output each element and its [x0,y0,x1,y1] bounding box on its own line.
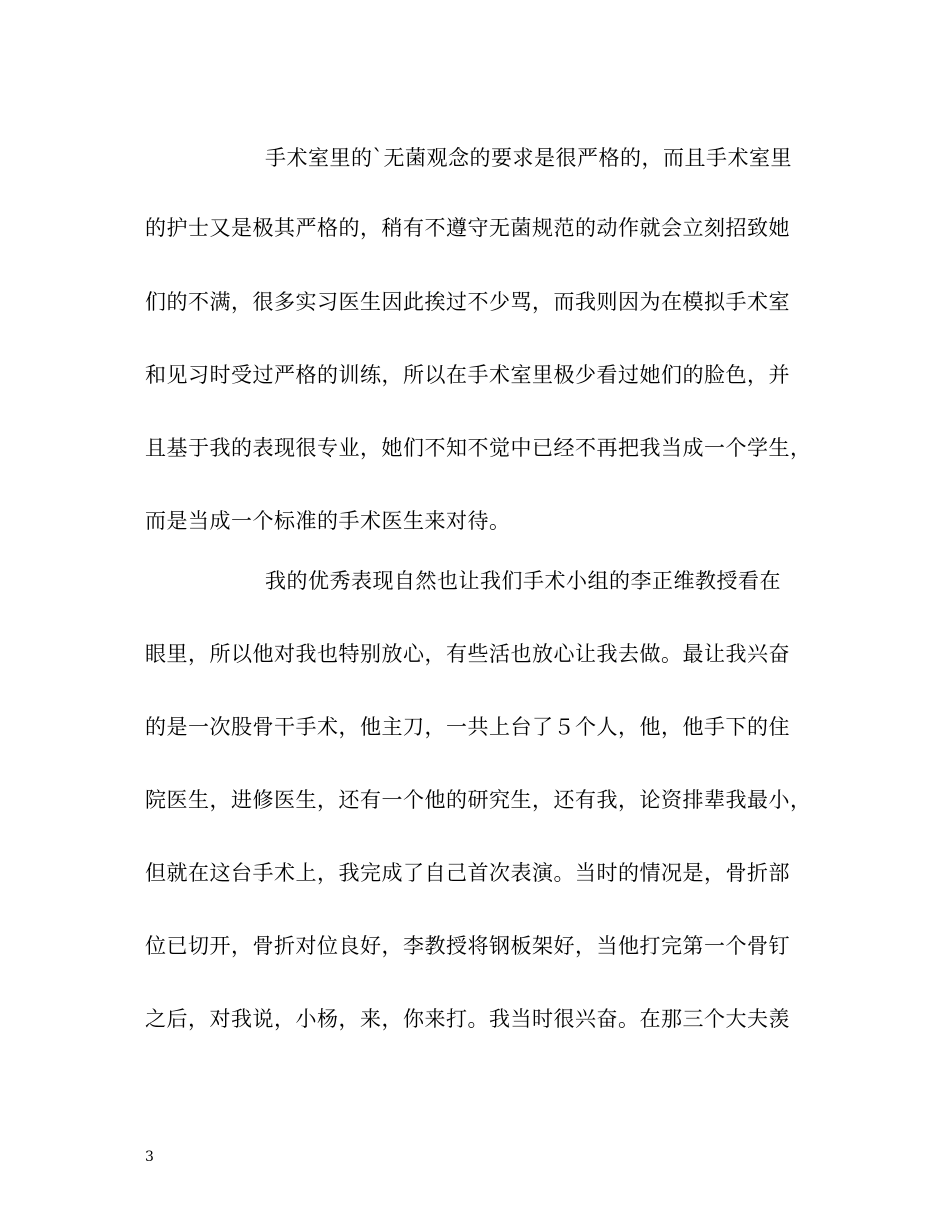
text-line: 的是一次股骨干手术，他主刀，一共上台了５个人，他，他手下的住 [145,715,790,739]
text-line: 和见习时受过严格的训练，所以在手术室里极少看过她们的脸色，并 [145,363,790,387]
text-line: 的护士又是极其严格的，稍有不遵守无菌规范的动作就会立刻招致她 [145,216,790,240]
page-number: 3 [145,1149,154,1165]
text-line: 且基于我的表现很专业，她们不知不觉中已经不再把我当成一个学生， [145,436,812,460]
text-line: 而是当成一个标准的手术医生来对待。 [145,509,511,533]
text-line: 眼里，所以他对我也特别放心，有些活也放心让我去做。最让我兴奋 [145,642,790,666]
text-line: 院医生，进修医生，还有一个他的研究生，还有我，论资排辈我最小， [145,788,812,812]
text-line: 但就在这台手术上，我完成了自己首次表演。当时的情况是，骨折部 [145,861,790,885]
text-line: 我的优秀表现自然也让我们手术小组的李正维教授看在 [265,569,781,593]
text-line: 们的不满，很多实习医生因此挨过不少骂，而我则因为在模拟手术室 [145,290,790,314]
text-line: 位已切开，骨折对位良好，李教授将钢板架好，当他打完第一个骨钉 [145,934,790,958]
text-line: 之后，对我说，小杨，来，你来打。我当时很兴奋。在那三个大夫羡 [145,1007,790,1031]
text-line: 手术室里的`无菌观念的要求是很严格的，而且手术室里 [265,146,792,170]
